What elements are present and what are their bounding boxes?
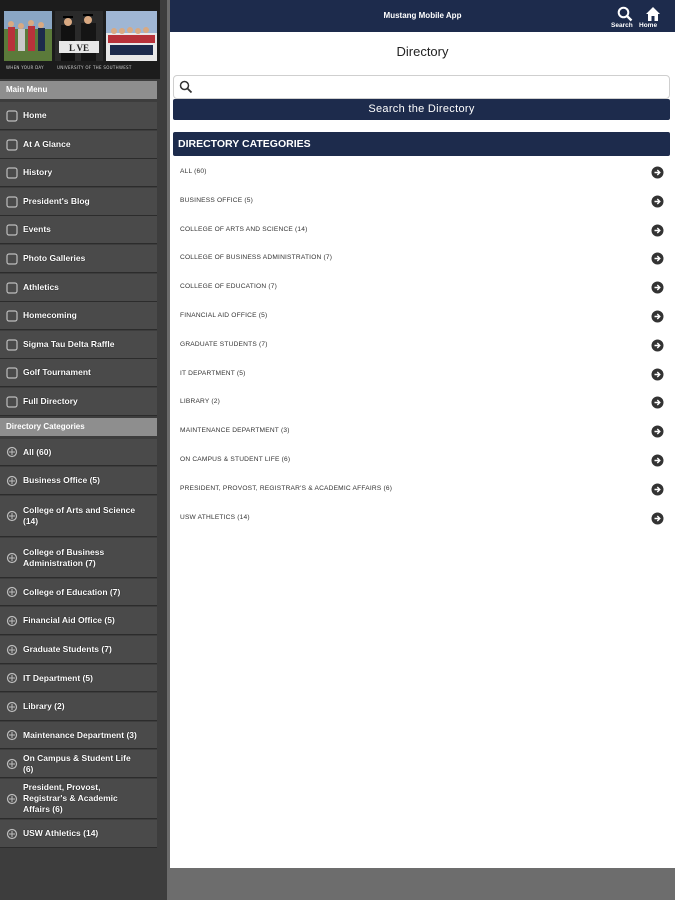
category-icon [5, 728, 19, 742]
athletes-photo [4, 11, 52, 61]
graduates-photo [55, 11, 103, 61]
sidebar-category-label: All (60) [23, 446, 52, 457]
category-icon [5, 757, 19, 771]
category-icon [5, 509, 19, 523]
sidebar-category-label: College of Business Administration (7) [23, 546, 105, 568]
sidebar-item-photo-galleries[interactable] [0, 245, 157, 273]
home-top-button[interactable] [641, 4, 667, 30]
sidebar-item-label: Events [23, 224, 51, 234]
sidebar-category-label: Business Office (5) [23, 475, 100, 485]
category-row[interactable] [173, 332, 670, 361]
sidebar-category-3[interactable] [0, 538, 157, 578]
sidebar-category-label: College of Education (7) [23, 586, 121, 597]
search-top-label: Search [611, 22, 633, 29]
category-icon [5, 671, 19, 685]
sidebar-category-4[interactable] [0, 579, 157, 606]
search-input[interactable] [196, 79, 661, 95]
category-row[interactable] [173, 217, 670, 246]
category-row[interactable] [173, 159, 670, 188]
category-label: COLLEGE OF ARTS AND SCIENCE (14) [180, 225, 308, 233]
sidebar [0, 0, 167, 900]
sidebar-category-label: College of Arts and Science (14) [23, 505, 136, 526]
arrow-right-icon [651, 166, 664, 179]
category-row[interactable] [173, 274, 670, 303]
sidebar-item-history[interactable] [0, 159, 157, 187]
homecoming-icon [5, 309, 19, 323]
home-top-label: Home [639, 22, 658, 29]
sidebar-item-events[interactable] [0, 216, 157, 244]
blog-icon [5, 195, 19, 209]
category-row[interactable] [173, 245, 670, 274]
sidebar-category-label: Maintenance Department (3) [23, 729, 137, 740]
category-icon [5, 551, 19, 565]
category-label: USW ATHLETICS (14) [180, 513, 250, 521]
home-icon [645, 6, 661, 22]
directory-categories-heading: Directory Categories [0, 418, 157, 436]
category-row[interactable] [173, 418, 670, 447]
golf-icon [5, 366, 19, 380]
sidebar-category-10[interactable] [0, 750, 157, 778]
sidebar-category-label: Financial Aid Office (5) [23, 615, 115, 625]
athletics-icon [5, 281, 19, 295]
sidebar-item-label: Athletics [23, 282, 59, 292]
category-icon [5, 585, 19, 599]
search-icon [617, 6, 633, 22]
sidebar-category-label: IT Department (5) [23, 672, 93, 683]
arrow-right-icon [651, 339, 664, 352]
sidebar-category-8[interactable] [0, 693, 157, 721]
category-label: PRESIDENT, PROVOST, REGISTRAR'S & ACADEMIC AFFAIRS (6) [180, 484, 393, 492]
sidebar-item-at-a-glance[interactable] [0, 131, 157, 159]
arrow-right-icon [651, 512, 664, 525]
sidebar-item-full-directory[interactable] [0, 388, 157, 416]
sidebar-category-label: USW Athletics (14) [23, 828, 99, 838]
team-photo [106, 11, 157, 61]
sidebar-item-label: President's Blog [23, 196, 90, 206]
love-sign-text: L VE [68, 43, 90, 53]
sidebar-item-athletics[interactable] [0, 274, 157, 302]
category-label: ON CAMPUS & STUDENT LIFE (6) [180, 456, 291, 463]
arrow-right-icon [651, 483, 664, 496]
sidebar-item-sigma-tau-delta-raffle[interactable] [0, 331, 157, 359]
category-icon [5, 614, 19, 628]
sidebar-category-1[interactable] [0, 467, 157, 495]
sidebar-item-label: Golf Tournament [23, 367, 91, 377]
category-row[interactable] [173, 476, 670, 505]
arrow-right-icon [651, 310, 664, 323]
banner-caption-left: WHEN YOUR DAY [6, 65, 44, 70]
arrow-right-icon [651, 252, 664, 265]
page-title: Directory [396, 44, 449, 59]
category-label: FINANCIAL AID OFFICE (5) [180, 312, 268, 319]
category-label: LIBRARY (2) [180, 398, 221, 406]
category-row[interactable] [173, 188, 670, 217]
sidebar-item-label: Home [23, 110, 47, 120]
sidebar-item-homecoming[interactable] [0, 302, 157, 330]
search-field[interactable] [173, 75, 670, 99]
arrow-right-icon [651, 195, 664, 208]
category-row[interactable] [173, 361, 670, 390]
category-label: MAINTENANCE DEPARTMENT (3) [180, 427, 290, 435]
sidebar-item-label: Full Directory [23, 396, 78, 406]
arrow-right-icon [651, 396, 664, 409]
sidebar-item-label: Photo Galleries [23, 253, 86, 263]
photo-icon [5, 252, 19, 266]
search-icon [179, 80, 193, 94]
banner-caption-right: UNIVERSITY OF THE SOUTHWEST [57, 65, 132, 70]
arrow-right-icon [651, 281, 664, 294]
top-bar [170, 0, 675, 32]
directory-categories-header: DIRECTORY CATEGORIES [173, 132, 670, 156]
category-label: IT DEPARTMENT (5) [180, 369, 246, 377]
sidebar-item-president-s-blog[interactable] [0, 188, 157, 216]
main-content [170, 32, 675, 868]
category-label: ALL (60) [180, 168, 207, 175]
sidebar-category-9[interactable] [0, 722, 157, 749]
category-row[interactable] [173, 389, 670, 418]
search-top-button[interactable] [613, 4, 639, 30]
arrow-right-icon [651, 454, 664, 467]
category-label: GRADUATE STUDENTS (7) [180, 340, 268, 348]
bottom-bar [170, 868, 675, 900]
category-label: BUSINESS OFFICE (5) [180, 196, 254, 204]
sidebar-item-label: Sigma Tau Delta Raffle [23, 339, 115, 349]
sidebar-category-label: On Campus & Student Life (6) [23, 752, 131, 774]
sidebar-category-7[interactable] [0, 665, 157, 692]
list-icon [5, 395, 19, 409]
category-icon [5, 643, 19, 657]
category-icon [5, 474, 19, 488]
sidebar-category-label: President, Provost, Registrar's & Academic Affairs (6) [23, 782, 118, 814]
app-title: Mustang Mobile App [383, 11, 462, 20]
category-icon [5, 700, 19, 714]
category-icon [5, 827, 19, 841]
sidebar-category-label: Graduate Students (7) [23, 644, 112, 654]
sidebar-item-golf-tournament[interactable] [0, 359, 157, 387]
arrow-right-icon [651, 368, 664, 381]
category-icon [5, 792, 19, 806]
category-row[interactable] [173, 303, 670, 332]
sidebar-category-2[interactable] [0, 496, 157, 537]
events-icon [5, 223, 19, 237]
sidebar-category-label: Library (2) [23, 701, 65, 711]
raffle-icon [5, 338, 19, 352]
sidebar-category-6[interactable] [0, 636, 157, 664]
sidebar-item-label: At A Glance [23, 139, 71, 149]
category-row[interactable] [173, 447, 670, 476]
category-icon [5, 445, 19, 459]
sidebar-item-label: Homecoming [23, 310, 77, 320]
sidebar-category-12[interactable] [0, 820, 157, 848]
home-icon [5, 109, 19, 123]
search-directory-button[interactable]: Search the Directory [173, 99, 670, 120]
sidebar-item-label: History [23, 167, 53, 177]
category-row[interactable] [173, 505, 670, 534]
sidebar-category-0[interactable] [0, 439, 157, 466]
history-icon [5, 166, 19, 180]
sidebar-category-5[interactable] [0, 607, 157, 635]
arrow-right-icon [651, 425, 664, 438]
glance-icon [5, 138, 19, 152]
category-label: COLLEGE OF EDUCATION (7) [180, 283, 278, 291]
category-label: COLLEGE OF BUSINESS ADMINISTRATION (7) [180, 254, 333, 262]
sidebar-category-11[interactable] [0, 779, 157, 819]
banner-image [0, 0, 160, 79]
arrow-right-icon [651, 224, 664, 237]
main-menu-heading: Main Menu [0, 81, 157, 99]
sidebar-item-home[interactable] [0, 102, 157, 130]
